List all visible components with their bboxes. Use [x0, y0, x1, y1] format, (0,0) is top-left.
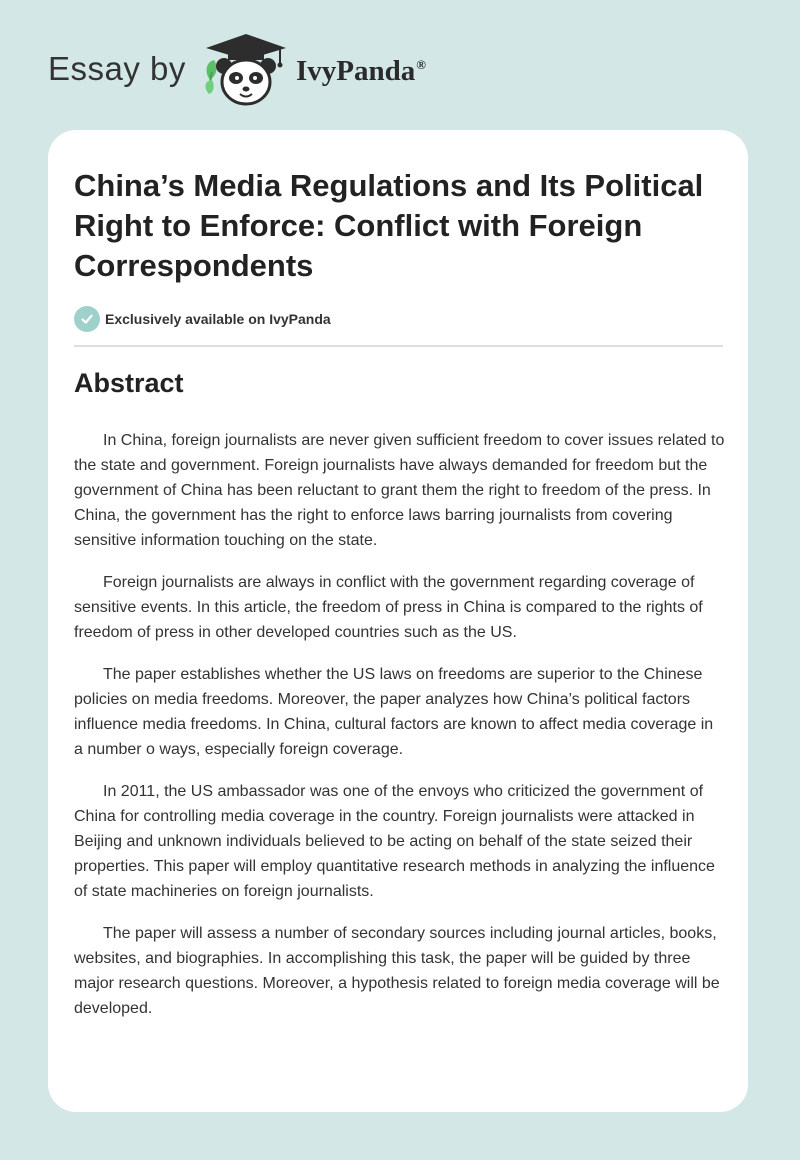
essay-by-label: Essay by — [48, 50, 186, 87]
brand-name-text: IvyPanda — [296, 55, 416, 87]
paragraph: In 2011, the US ambassador was one of the envoys who criticized the government of China for controlling media coverage in the country. Foreign journalists were attacked in Beijing and unknown individuals believed to be acting on behalf of the state seized their properties. This paper will employ quantitative research methods in analyzing the influence of state machineries on foreign journalists. — [74, 783, 715, 900]
abstract-body — [74, 428, 726, 1038]
essay-card — [48, 130, 748, 1112]
section-heading-abstract: Abstract — [74, 368, 184, 398]
divider — [74, 345, 723, 347]
paragraph: The paper will assess a number of secondary sources including journal articles, books, websites, and biographies. In accomplishing this task, the paper will be guided by three major research questions. Moreover, a hypothesis related to foreign media coverage will be developed. — [74, 925, 720, 1017]
registered-mark: ® — [416, 57, 426, 73]
paragraph: In China, foreign journalists are never given sufficient freedom to cover issues related to the state and government. Foreign journalists have always demanded for freedom but the government of China has been reluctant to grant them the right to freedom of the press. In China, the government has the right to enforce laws barring journalists from covering sensitive information touching on the state. — [74, 432, 725, 549]
exclusive-badge-label: Exclusively available on IvyPanda — [105, 311, 331, 327]
exclusive-badge — [74, 306, 331, 332]
essay-title: China’s Media Regulations and Its Political Right to Enforce: Conflict with Foreign Correspondents — [74, 168, 704, 283]
paragraph: The paper establishes whether the US laws on freedoms are superior to the Chinese policies on media freedoms. Moreover, the paper analyzes how China’s political factors influence media freedoms. In China, cultural factors are known to affect media coverage in a number o ways, especially foreign coverage. — [74, 666, 714, 758]
paragraph: Foreign journalists are always in conflict with the government regarding coverage of sensitive events. In this article, the freedom of press in China is compared to the rights of freedom of press in other developed countries such as the US. — [74, 574, 703, 641]
brand-name[interactable] — [296, 55, 426, 88]
check-circle-icon — [74, 306, 100, 332]
panda-logo-icon[interactable] — [200, 32, 292, 108]
site-header — [0, 0, 800, 120]
